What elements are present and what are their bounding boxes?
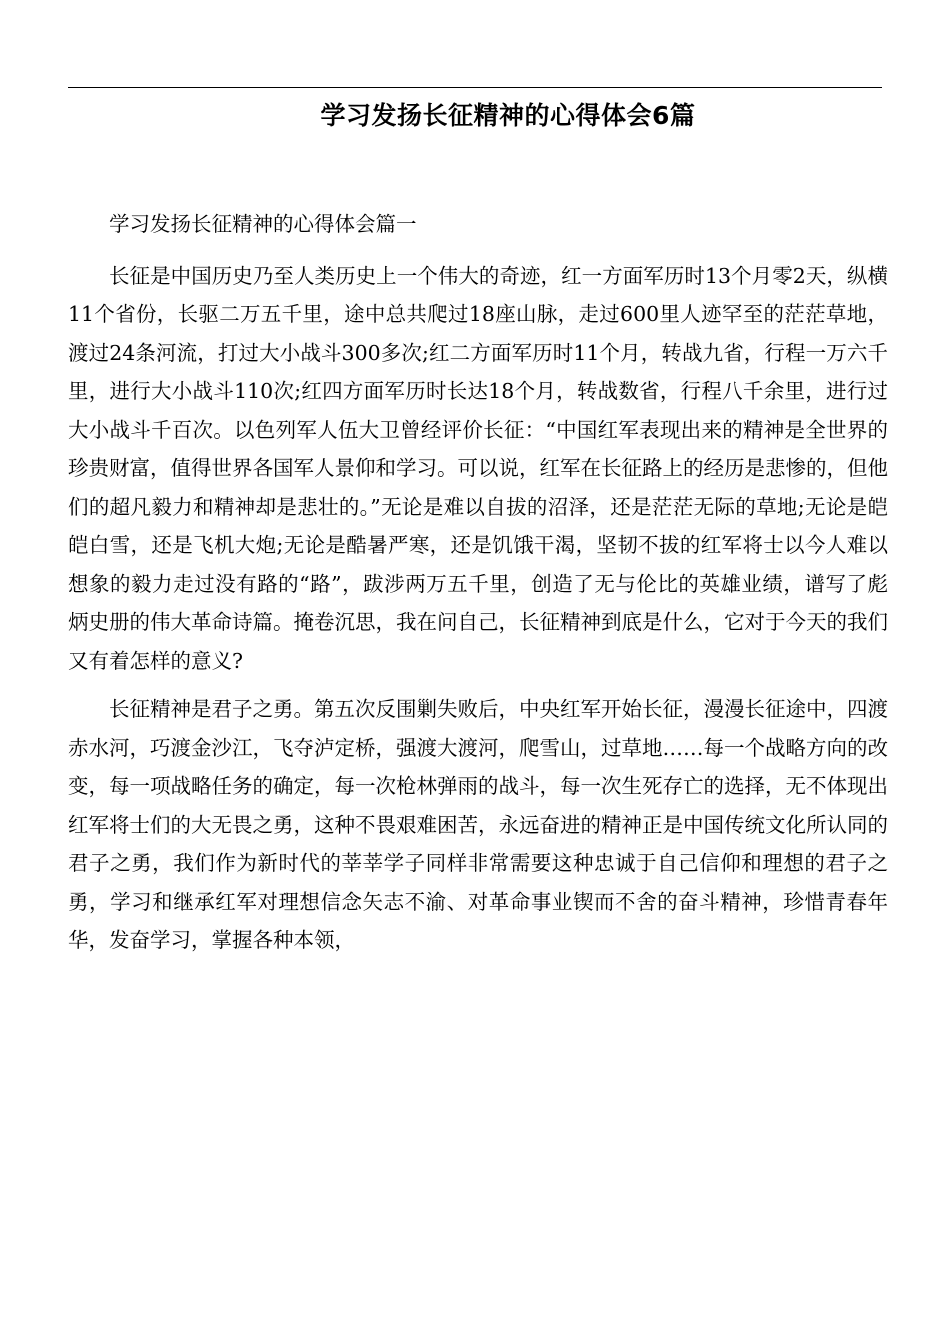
- paragraph-2: 长征精神是君子之勇。第五次反围剿失败后，中央红军开始长征，漫漫长征途中，四渡赤水河，巧渡金沙江，飞夺泸定桥，强渡大渡河，爬雪山，过草地……每一个战略方向的改变，每一项战略任务的确定，每一次枪林弹雨的战斗，每一次生死存亡的选择，无不体现出红军将士们的大无畏之勇，这种不畏艰难困苦，永远奋进的精神正是中国传统文化所认同的君子之勇，我们作为新时代的莘莘学子同样非常需要这种忠诚于自己信仰和理想的君子之勇，学习和继承红军对理想信念矢志不渝、对革命事业锲而不舍的奋斗精神，珍惜青春年华，发奋学习，掌握各种本领，: [68, 697, 888, 952]
- document-body: [68, 205, 888, 970]
- document-title: 学习发扬长征精神的心得体会6篇: [320, 101, 696, 130]
- section-heading: 学习发扬长征精神的心得体会篇一: [109, 212, 417, 236]
- paragraph-1: 长征是中国历史乃至人类历史上一个伟大的奇迹，红一方面军历时13个月零2天，纵横11个省份，长驱二万五千里，途中总共爬过18座山脉，走过600里人迹罕至的茫茫草地，渡过24条河流，打过大小战斗300多次;红二方面军历时11个月，转战九省，行程一万六千里，进行大小战斗110次;红四方面军历时长达18个月，转战数省，行程八千余里，进行过大小战斗千百次。以色列军人伍大卫曾经评价长征：“中国红军表现出来的精神是全世界的珍贵财富，值得世界各国军人景仰和学习。可以说，红军在长征路上的经历是悲惨的，但他们的超凡毅力和精神却是悲壮的。”无论是难以自拔的沼泽，还是茫茫无际的草地;无论是皑皑白雪，还是飞机大炮;无论是酷暑严寒，还是饥饿干渴，坚韧不拔的红军将士以今人难以想象的毅力走过没有路的“路”，跋涉两万五千里，创造了无与伦比的英雄业绩，谱写了彪炳史册的伟大革命诗篇。掩卷沉思，我在问自己，长征精神到底是什么，它对于今天的我们又有着怎样的意义?: [68, 263, 888, 673]
- header-rule: [68, 87, 882, 88]
